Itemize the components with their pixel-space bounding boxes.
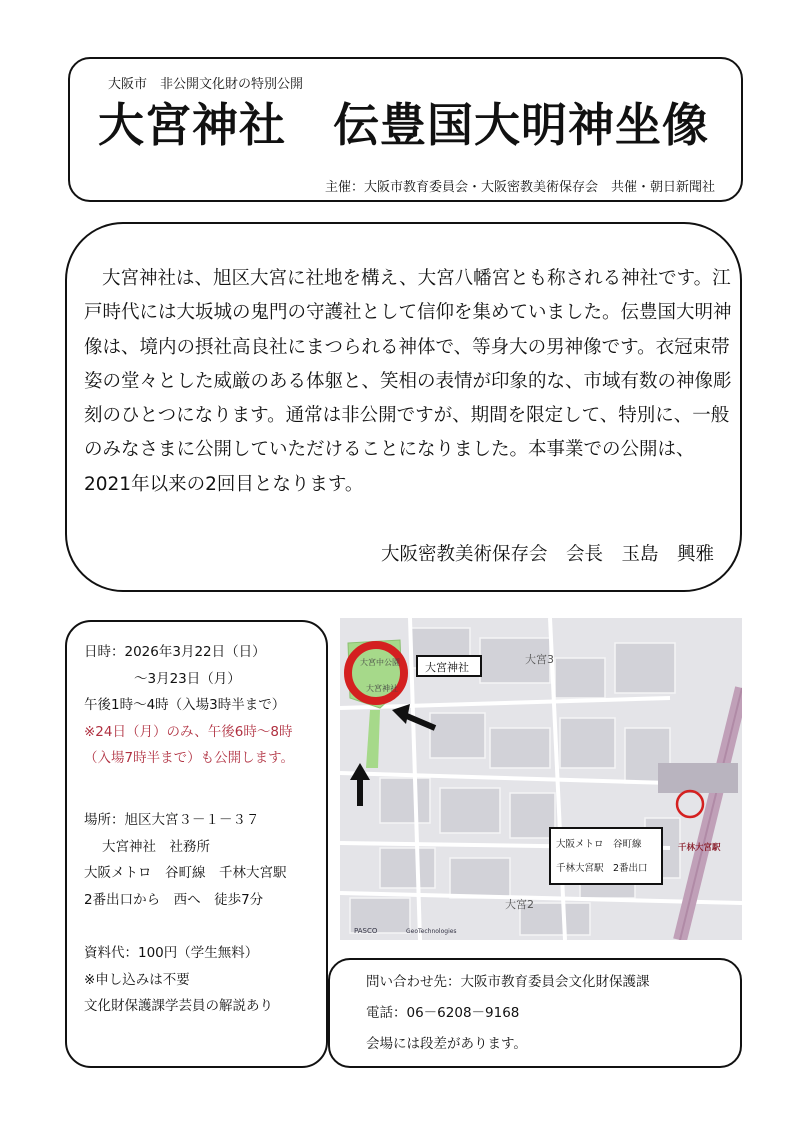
shrine-label: 大宮神社: [425, 661, 469, 674]
map-credit-2: GeoTechnologies: [406, 928, 457, 935]
date-line-2: ～3月23日（月）: [134, 670, 241, 687]
apply-line: ※申し込みは不要: [84, 971, 190, 988]
subtitle: 大阪市 非公開文化財の特別公開: [108, 77, 304, 92]
date-line-1: 日時：2026年3月22日（日）: [84, 644, 266, 660]
contact-box: [328, 958, 742, 1068]
area-label-2: 大宮2: [505, 898, 534, 911]
fee-block: [84, 940, 273, 1020]
access-line-1: 大阪メトロ 谷町線 千林大宮駅: [84, 865, 287, 881]
time-line: 午後1時～4時（入場3時半まで）: [84, 697, 286, 713]
station-box-line-2: 千林大宮駅 2番出口: [556, 863, 648, 874]
fee-line: 資料代：100円（学生無料）: [84, 945, 259, 961]
intro-box: [65, 222, 742, 592]
event-info-box: [65, 620, 328, 1068]
intro-text: 大宮神社は、旭区大宮に社地を構え、大宮八幡宮とも称される神社です。江戸時代には大坂城の鬼門の守護社として信仰を集めていました。伝豊国大明神像は、境内の摂社高良社にまつられる神体で、等身大の男神像です。衣冠束帯姿の堂々とした威厳のある体躯と、笑相の表情が印象的な、市域有数の神像彫刻のひとつになります。通常は非公開ですが、期間を限定して、特別に、一般のみなさまに公開していただけることになりました。本事業での公開は、2021年以来の2回目となります。: [84, 268, 732, 495]
signature: 大阪密教美術保存会 会長 玉島 興雅: [380, 544, 714, 565]
map-credit-1: PASCO: [354, 927, 378, 935]
access-map: [340, 618, 742, 940]
special-note-1: ※24日（月）のみ、午後6時～8時: [84, 723, 293, 740]
place-line-1: 場所：旭区大宮３－１－３７: [84, 812, 260, 828]
page-title: 大宮神社 伝豊国大明神坐像: [98, 98, 709, 152]
station-box-line-1: 大阪メトロ 谷町線: [556, 839, 642, 850]
place-line-2: 大宮神社 社務所: [102, 838, 210, 855]
venue-note: 会場には段差があります。: [366, 1036, 527, 1052]
shrine-small-label: 大宮神社: [366, 684, 398, 693]
guide-line: 文化財保護課学芸員の解説あり: [84, 998, 273, 1014]
park-label: 大宮中公園: [360, 658, 400, 667]
area-label-1: 大宮3: [525, 653, 554, 666]
header-box: [68, 57, 743, 202]
access-line-2: 2番出口から 西へ 徒歩7分: [84, 891, 264, 908]
special-note-2: （入場7時半まで）も公開します。: [84, 750, 295, 766]
organizers: 主催：大阪市教育委員会・大阪密教美術保存会 共催・朝日新聞社: [324, 180, 715, 195]
inquiry-line: 問い合わせ先：大阪市教育委員会文化財保護課: [366, 974, 650, 990]
date-time-block: [84, 639, 294, 772]
station-name: 千林大宮駅: [678, 843, 721, 853]
phone-line: 電話：06－6208－9168: [366, 1005, 520, 1021]
place-block: [84, 807, 287, 913]
